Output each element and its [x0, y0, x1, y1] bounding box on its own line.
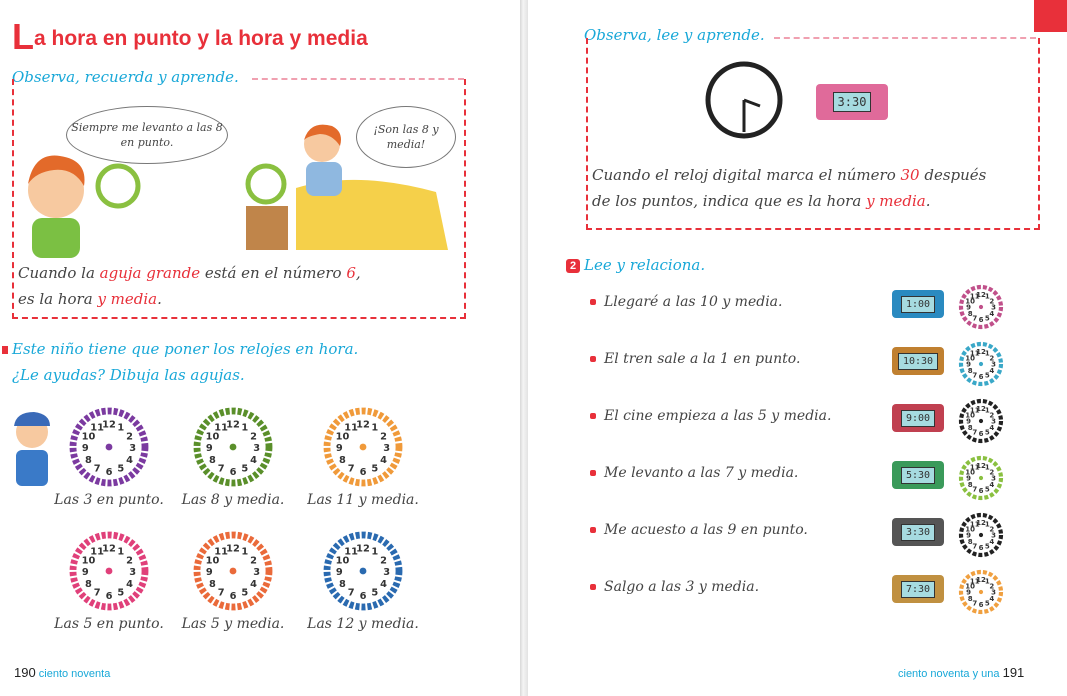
clock-numeral: 12: [356, 419, 370, 431]
clock-numeral: 11: [214, 546, 228, 558]
clock-center: [360, 568, 367, 575]
clock-numeral: 7: [972, 542, 978, 551]
clock-face-icon: [68, 406, 150, 488]
match-sentence-text: Llegaré a las 10 y media.: [604, 294, 783, 310]
analog-clock[interactable]: [956, 453, 1006, 507]
clock-numeral: 10: [965, 468, 976, 477]
page-number-words-right: ciento noventa y una: [898, 668, 1000, 680]
clock-numeral: 8: [967, 537, 973, 546]
clock-numeral: 1: [984, 406, 990, 415]
clock-numeral: 11: [344, 422, 358, 434]
cap: [14, 412, 50, 426]
bullet: [590, 299, 596, 305]
clock-numeral: 5: [984, 542, 990, 551]
nightstand: [246, 206, 288, 250]
digital-clock[interactable]: [892, 347, 944, 375]
clock-numeral: 9: [966, 417, 971, 426]
speech-bubble-boy: Siempre me levanto a las 8 en punto.: [66, 106, 228, 164]
clock-numeral: 6: [978, 316, 984, 324]
clock-numeral: 1: [984, 463, 990, 472]
clock-numeral: 7: [347, 463, 355, 475]
clock-numeral: 7: [972, 599, 978, 608]
clock-numeral: 6: [978, 430, 984, 438]
clock-numeral: 7: [972, 485, 978, 494]
analog-clock-330: [696, 60, 792, 140]
digital-display: 3:30: [901, 524, 935, 541]
exercise-heading-line2: ¿Le ayudas? Dibuja las agujas.: [12, 366, 245, 384]
explanation-text-right: [592, 162, 1032, 214]
clock-numeral: 9: [966, 531, 971, 540]
clock-numeral: 3: [383, 443, 391, 455]
clock-numeral: 7: [93, 587, 101, 599]
text-fragment: es la hora: [18, 290, 98, 308]
clock-numeral: 5: [241, 463, 249, 475]
clock-center: [230, 444, 237, 451]
clock-numeral: 6: [105, 466, 113, 478]
clock-numeral: 6: [978, 373, 984, 381]
clock-numeral: 3: [991, 474, 996, 483]
clock-numeral: 10: [965, 297, 976, 306]
match-sentence[interactable]: [590, 579, 759, 595]
clock-numeral: 6: [359, 466, 367, 478]
digital-clock[interactable]: [892, 404, 944, 432]
clock-center: [979, 419, 983, 423]
clock-numeral: 10: [205, 555, 220, 567]
clock-caption: Las 11 y media.: [307, 492, 419, 508]
bullet: [590, 470, 596, 476]
clock-numeral: 4: [250, 578, 257, 590]
bullet: [590, 584, 596, 590]
clock-numeral: 7: [972, 428, 978, 437]
highlight-y-media: y media: [97, 290, 158, 308]
clock-numeral: 10: [965, 354, 976, 363]
girl-pajama: [306, 162, 342, 196]
clock-caption: Las 8 y media.: [181, 492, 285, 508]
page-number-right: 191: [1002, 665, 1025, 680]
clock-numeral: 4: [126, 578, 133, 590]
empty-clock[interactable]: [68, 530, 150, 616]
clock-numeral: 3: [383, 567, 391, 579]
clock-numeral: 1: [241, 422, 249, 434]
book-gutter: [520, 0, 528, 696]
clock-numeral: 10: [335, 431, 350, 443]
clock-numeral: 9: [966, 303, 971, 312]
clock-numeral: 5: [984, 428, 990, 437]
boy-shirt: [32, 218, 80, 258]
clock-numeral: 2: [989, 354, 995, 363]
right-page: [528, 0, 1067, 696]
clock-numeral: 3: [253, 567, 261, 579]
digital-clock[interactable]: [892, 575, 944, 603]
text-fragment: de los puntos, indica que es la hora: [592, 192, 867, 210]
clock-face-icon: [322, 530, 404, 612]
analog-clock[interactable]: [956, 282, 1006, 336]
match-sentence-text: Me levanto a las 7 y media.: [604, 465, 799, 481]
clock-numeral: 1: [984, 520, 990, 529]
clock-numeral: 12: [102, 543, 116, 555]
clock-caption: Las 12 y media.: [307, 616, 419, 632]
clock-numeral: 12: [976, 291, 986, 299]
clock-numeral: 8: [339, 454, 346, 466]
analog-clock-icon: [956, 453, 1006, 503]
clock-numeral: 2: [989, 582, 995, 591]
digital-clock[interactable]: [892, 290, 944, 318]
clock-numeral: 6: [105, 590, 113, 602]
clock-numeral: 4: [989, 366, 995, 375]
clock-numeral: 5: [984, 371, 990, 380]
exercise2-heading: [566, 256, 705, 274]
clock-face-icon: [68, 530, 150, 612]
digital-display: 5:30: [901, 467, 935, 484]
clock-numeral: 6: [229, 590, 237, 602]
clock-numeral: 4: [250, 454, 257, 466]
clock-numeral: 3: [129, 567, 137, 579]
text-fragment: .: [925, 192, 931, 210]
clock-numeral: 5: [371, 587, 379, 599]
speech-bubble-girl: ¡Son las 8 y media!: [356, 106, 456, 168]
clock-numeral: 11: [969, 406, 980, 415]
clock-numeral: 3: [991, 303, 996, 312]
clock-numeral: 1: [117, 422, 125, 434]
analog-clock-icon: [956, 339, 1006, 389]
clock-numeral: 8: [209, 578, 216, 590]
bullet: [590, 356, 596, 362]
clock-numeral: 11: [969, 349, 980, 358]
clock-numeral: 9: [966, 360, 971, 369]
section-heading: Observa, recuerda y aprende.: [12, 68, 239, 86]
clock-center: [979, 476, 983, 480]
clock-numeral: 4: [380, 454, 387, 466]
clock-numeral: 8: [967, 480, 973, 489]
exercise-marker: [2, 346, 8, 354]
highlight-30: 30: [900, 166, 920, 184]
clock-numeral: 1: [984, 349, 990, 358]
corner-tab: [1034, 0, 1067, 32]
clock-numeral: 4: [989, 537, 995, 546]
clock-numeral: 12: [976, 576, 986, 584]
clock-numeral: 5: [117, 587, 125, 599]
clock-numeral: 4: [989, 423, 995, 432]
clock-numeral: 2: [989, 468, 995, 477]
clock-center: [106, 568, 113, 575]
clock-numeral: 5: [984, 314, 990, 323]
title-text: a hora en punto y la hora y media: [34, 27, 368, 50]
clock-numeral: 12: [976, 405, 986, 413]
match-sentence-text: El cine empieza a las 5 y media.: [604, 408, 832, 424]
clock-numeral: 7: [972, 314, 978, 323]
boy-with-clock-illustration: [14, 140, 144, 258]
text-fragment: Cuando el reloj digital marca el número: [592, 166, 901, 184]
clock-numeral: 6: [978, 544, 984, 552]
clock-numeral: 6: [229, 466, 237, 478]
empty-clock[interactable]: [192, 530, 274, 616]
footer-right: [898, 665, 1024, 680]
clock-numeral: 11: [969, 292, 980, 301]
clock-numeral: 10: [965, 411, 976, 420]
thinking-boy-shirt: [16, 450, 48, 486]
clock-numeral: 12: [976, 462, 986, 470]
clock-numeral: 1: [371, 422, 379, 434]
analog-clock-icon: [956, 567, 1006, 617]
clock-numeral: 5: [241, 587, 249, 599]
clock-numeral: 11: [90, 546, 104, 558]
analog-clock[interactable]: [956, 510, 1006, 564]
clock-numeral: 11: [969, 577, 980, 586]
clock-numeral: 8: [967, 309, 973, 318]
clock-numeral: 3: [129, 443, 137, 455]
clock-numeral: 11: [90, 422, 104, 434]
clock-numeral: 2: [250, 555, 257, 567]
clock-numeral: 8: [85, 454, 92, 466]
boy-thinking-illustration: [4, 408, 60, 488]
clock-numeral: 1: [241, 546, 249, 558]
clock-numeral: 8: [339, 578, 346, 590]
match-sentence-text: Me acuesto a las 9 en punto.: [604, 522, 808, 538]
match-sentence[interactable]: [590, 294, 782, 310]
clock-numeral: 8: [967, 423, 973, 432]
clock-numeral: 3: [253, 443, 261, 455]
clock-numeral: 4: [126, 454, 133, 466]
clock-numeral: 3: [991, 417, 996, 426]
clock-numeral: 4: [380, 578, 387, 590]
clock-numeral: 5: [984, 485, 990, 494]
clock-numeral: 5: [117, 463, 125, 475]
digital-display: 9:00: [901, 410, 935, 427]
clock-numeral: 2: [989, 411, 995, 420]
clock-numeral: 10: [205, 431, 220, 443]
clock-numeral: 11: [969, 520, 980, 529]
clock-numeral: 11: [969, 463, 980, 472]
clock-numeral: 11: [214, 422, 228, 434]
analog-clock-icon: [956, 396, 1006, 446]
clock-caption: Las 3 en punto.: [54, 492, 164, 508]
clock-center: [360, 444, 367, 451]
footer-left: [14, 665, 110, 680]
analog-clock[interactable]: [956, 339, 1006, 393]
corner-number-decoration: [1034, 0, 1067, 32]
digital-display: 1:00: [901, 296, 935, 313]
clock-numeral: 6: [978, 487, 984, 495]
clock-numeral: 12: [356, 543, 370, 555]
alarm-clock-green: [98, 166, 138, 206]
bullet: [590, 527, 596, 533]
clock-numeral: 7: [93, 463, 101, 475]
clock-numeral: 1: [117, 546, 125, 558]
clock-numeral: 2: [380, 431, 387, 443]
section-heading-right: Observa, lee y aprende.: [584, 26, 765, 44]
analog-clock[interactable]: [956, 567, 1006, 621]
clock-numeral: 2: [989, 297, 995, 306]
match-sentence[interactable]: [590, 465, 798, 481]
clock-numeral: 7: [217, 587, 225, 599]
exercise2-heading-text: Lee y relaciona.: [584, 256, 706, 274]
clock-numeral: 2: [250, 431, 257, 443]
clock-numeral: 7: [217, 463, 225, 475]
clock-numeral: 5: [371, 463, 379, 475]
digital-display: 7:30: [901, 581, 935, 598]
clock-numeral: 4: [989, 309, 995, 318]
clock-numeral: 8: [967, 594, 973, 603]
clock-center: [230, 568, 237, 575]
clock-numeral: 10: [335, 555, 350, 567]
clock-numeral: 4: [989, 594, 995, 603]
girl-in-bed-illustration: [236, 122, 464, 254]
page-title: [12, 16, 368, 57]
clock-numeral: 9: [335, 443, 343, 455]
clock-numeral: 9: [81, 567, 89, 579]
page-number-words: ciento noventa: [38, 668, 111, 680]
clock-numeral: 9: [335, 567, 343, 579]
bullet: [590, 413, 596, 419]
digital-clock[interactable]: [892, 518, 944, 546]
match-sentence[interactable]: [590, 351, 800, 367]
clock-center: [106, 444, 113, 451]
page-number: 190: [14, 665, 36, 680]
clock-numeral: 9: [205, 567, 213, 579]
clock-numeral: 8: [209, 454, 216, 466]
clock-center: [979, 590, 983, 594]
clock-face-icon: [192, 406, 274, 488]
clock-numeral: 10: [965, 582, 976, 591]
clock-numeral: 12: [226, 419, 240, 431]
digital-clock[interactable]: [892, 461, 944, 489]
clock-numeral: 7: [347, 587, 355, 599]
text-fragment: ,: [355, 264, 361, 282]
match-sentence-text: El tren sale a la 1 en punto.: [604, 351, 801, 367]
clock-numeral: 1: [371, 546, 379, 558]
clock-caption: Las 5 y media.: [181, 616, 285, 632]
clock-face-icon: [322, 406, 404, 488]
clock-numeral: 3: [991, 531, 996, 540]
match-sentence[interactable]: [590, 522, 808, 538]
analog-clock[interactable]: [956, 396, 1006, 450]
clock-numeral: 7: [972, 371, 978, 380]
clock-caption: Las 5 en punto.: [54, 616, 164, 632]
exercise-number-badge: 2: [566, 259, 580, 273]
empty-clock[interactable]: [192, 406, 274, 492]
clock-face-icon: [192, 530, 274, 612]
clock-center: [979, 362, 983, 366]
text-fragment: está en el número: [200, 264, 347, 282]
highlight-y-media-right: y media: [866, 192, 926, 210]
clock-numeral: 10: [81, 555, 96, 567]
clock-numeral: 9: [81, 443, 89, 455]
digital-display: 3:30: [833, 92, 872, 112]
clock-numeral: 9: [966, 474, 971, 483]
highlight-big-hand: aguja grande: [99, 264, 201, 282]
left-page: [0, 0, 520, 696]
digital-clock-example: [816, 84, 888, 120]
clock-numeral: 3: [991, 360, 996, 369]
clock-numeral: 2: [380, 555, 387, 567]
clock-numeral: 6: [359, 590, 367, 602]
clock-numeral: 1: [984, 577, 990, 586]
analog-clock-icon: [956, 510, 1006, 560]
clock-numeral: 9: [966, 588, 971, 597]
clock-numeral: 3: [991, 588, 996, 597]
clock-numeral: 2: [126, 555, 133, 567]
clock-numeral: 6: [978, 601, 984, 609]
clock-numeral: 2: [126, 431, 133, 443]
clock-numeral: 10: [965, 525, 976, 534]
clock-numeral: 8: [85, 578, 92, 590]
clock-center: [979, 305, 983, 309]
clock-numeral: 12: [976, 519, 986, 527]
text-fragment: .: [157, 290, 162, 308]
text-fragment: después: [919, 166, 987, 184]
clock-numeral: 11: [344, 546, 358, 558]
empty-clock[interactable]: [322, 530, 404, 616]
explanation-text: [18, 260, 458, 312]
text-fragment: Cuando la: [18, 264, 100, 282]
highlight-number: 6: [346, 264, 356, 282]
empty-clock[interactable]: [68, 406, 150, 492]
clock-numeral: 2: [989, 525, 995, 534]
clock-numeral: 8: [967, 366, 973, 375]
match-sentence[interactable]: [590, 408, 831, 424]
match-sentence-text: Salgo a las 3 y media.: [604, 579, 760, 595]
clock-numeral: 12: [102, 419, 116, 431]
clock-numeral: 12: [976, 348, 986, 356]
clock-numeral: 4: [989, 480, 995, 489]
clock-numeral: 1: [984, 292, 990, 301]
alarm-clock-nightstand: [248, 166, 284, 202]
clock-numeral: 9: [205, 443, 213, 455]
clock-numeral: 5: [984, 599, 990, 608]
clock-center: [979, 533, 983, 537]
analog-clock-icon: [956, 282, 1006, 332]
digital-display: 10:30: [898, 353, 938, 370]
clock-numeral: 12: [226, 543, 240, 555]
empty-clock[interactable]: [322, 406, 404, 492]
exercise-heading-line1: Este niño tiene que poner los relojes en hora.: [12, 340, 359, 358]
title-initial: L: [12, 16, 34, 57]
clock-numeral: 10: [81, 431, 96, 443]
